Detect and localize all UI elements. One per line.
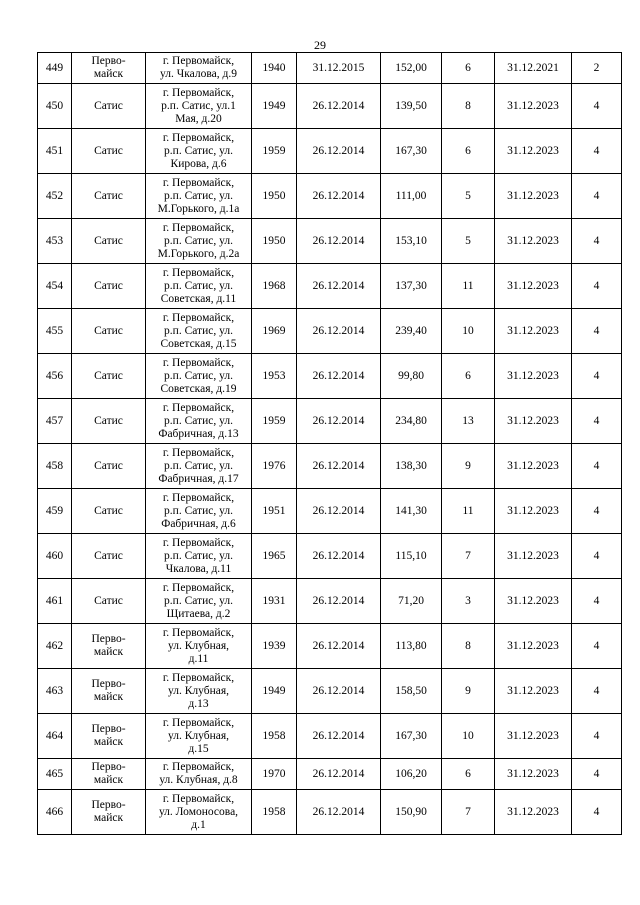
year-built-cell: 1958 [252,714,297,759]
table-row [38,264,622,309]
inclusion-date-cell: 26.12.2014 [297,219,381,264]
table-row [38,53,622,84]
year-built-cell: 1968 [252,264,297,309]
category-cell: 4 [572,354,622,399]
address-cell: г. Первомайск, р.п. Сатис, ул. Фабричная, д.6 [146,489,252,534]
inclusion-date-cell: 26.12.2014 [297,790,381,835]
year-built-cell: 1931 [252,579,297,624]
row-number-cell: 465 [38,759,72,790]
area-cell: 139,50 [381,84,442,129]
inclusion-date-cell: 26.12.2014 [297,174,381,219]
category-cell: 4 [572,444,622,489]
end-date-cell: 31.12.2023 [495,624,572,669]
row-number-cell: 461 [38,579,72,624]
inclusion-date-cell: 26.12.2014 [297,84,381,129]
inclusion-date-cell: 26.12.2014 [297,264,381,309]
end-date-cell: 31.12.2023 [495,354,572,399]
page-number: 29 [314,38,326,52]
area-cell: 71,20 [381,579,442,624]
count-cell: 7 [442,790,495,835]
address-cell: г. Первомайск, р.п. Сатис, ул. Фабричная, д.13 [146,399,252,444]
inclusion-date-cell: 26.12.2014 [297,354,381,399]
table-row [38,759,622,790]
address-cell: г. Первомайск, р.п. Сатис, ул. Кирова, д.6 [146,129,252,174]
locality-cell: Перво- майск [72,790,146,835]
inclusion-date-cell: 26.12.2014 [297,444,381,489]
table-row [38,790,622,835]
year-built-cell: 1950 [252,219,297,264]
address-cell: г. Первомайск, ул. Ломоносова, д.1 [146,790,252,835]
table-row [38,489,622,534]
area-cell: 106,20 [381,759,442,790]
category-cell: 4 [572,84,622,129]
locality-cell: Сатис [72,174,146,219]
end-date-cell: 31.12.2023 [495,129,572,174]
inclusion-date-cell: 26.12.2014 [297,534,381,579]
category-cell: 4 [572,219,622,264]
inclusion-date-cell: 26.12.2014 [297,669,381,714]
address-cell: г. Первомайск, р.п. Сатис, ул. Советская, д.11 [146,264,252,309]
category-cell: 4 [572,624,622,669]
end-date-cell: 31.12.2023 [495,264,572,309]
inclusion-date-cell: 26.12.2014 [297,714,381,759]
address-cell: г. Первомайск, р.п. Сатис, ул. Фабричная, д.17 [146,444,252,489]
table-row [38,309,622,354]
area-cell: 113,80 [381,624,442,669]
end-date-cell: 31.12.2023 [495,309,572,354]
row-number-cell: 464 [38,714,72,759]
table-body [38,53,622,835]
row-number-cell: 458 [38,444,72,489]
category-cell: 4 [572,129,622,174]
area-cell: 115,10 [381,534,442,579]
table-row [38,444,622,489]
count-cell: 10 [442,714,495,759]
end-date-cell: 31.12.2023 [495,579,572,624]
count-cell: 9 [442,669,495,714]
inclusion-date-cell: 26.12.2014 [297,309,381,354]
count-cell: 6 [442,354,495,399]
category-cell: 4 [572,579,622,624]
locality-cell: Перво- майск [72,53,146,84]
count-cell: 7 [442,534,495,579]
locality-cell: Сатис [72,534,146,579]
end-date-cell: 31.12.2023 [495,714,572,759]
area-cell: 153,10 [381,219,442,264]
address-cell: г. Первомайск, ул. Клубная, д.15 [146,714,252,759]
locality-cell: Перво- майск [72,759,146,790]
year-built-cell: 1965 [252,534,297,579]
inclusion-date-cell: 31.12.2015 [297,53,381,84]
count-cell: 6 [442,759,495,790]
row-number-cell: 451 [38,129,72,174]
address-cell: г. Первомайск, р.п. Сатис, ул.1 Мая, д.20 [146,84,252,129]
table-row [38,129,622,174]
category-cell: 4 [572,309,622,354]
end-date-cell: 31.12.2023 [495,219,572,264]
area-cell: 152,00 [381,53,442,84]
year-built-cell: 1939 [252,624,297,669]
category-cell: 4 [572,669,622,714]
row-number-cell: 456 [38,354,72,399]
address-cell: г. Первомайск, ул. Клубная, д.13 [146,669,252,714]
row-number-cell: 457 [38,399,72,444]
locality-cell: Перво- майск [72,714,146,759]
row-number-cell: 452 [38,174,72,219]
locality-cell: Перво- майск [72,669,146,714]
year-built-cell: 1949 [252,669,297,714]
table-row [38,399,622,444]
count-cell: 8 [442,84,495,129]
address-cell: г. Первомайск, р.п. Сатис, ул. М.Горького, д.1а [146,174,252,219]
area-cell: 167,30 [381,129,442,174]
count-cell: 8 [442,624,495,669]
row-number-cell: 459 [38,489,72,534]
locality-cell: Сатис [72,84,146,129]
row-number-cell: 450 [38,84,72,129]
locality-cell: Перво- майск [72,624,146,669]
locality-cell: Сатис [72,579,146,624]
inclusion-date-cell: 26.12.2014 [297,579,381,624]
row-number-cell: 453 [38,219,72,264]
end-date-cell: 31.12.2023 [495,399,572,444]
area-cell: 99,80 [381,354,442,399]
table-row [38,354,622,399]
count-cell: 10 [442,309,495,354]
row-number-cell: 463 [38,669,72,714]
inclusion-date-cell: 26.12.2014 [297,489,381,534]
locality-cell: Сатис [72,399,146,444]
count-cell: 13 [442,399,495,444]
address-cell: г. Первомайск, р.п. Сатис, ул. М.Горького, д.2а [146,219,252,264]
inclusion-date-cell: 26.12.2014 [297,399,381,444]
category-cell: 4 [572,790,622,835]
year-built-cell: 1953 [252,354,297,399]
count-cell: 5 [442,219,495,264]
address-cell: г. Первомайск, р.п. Сатис, ул. Советская, д.15 [146,309,252,354]
end-date-cell: 31.12.2023 [495,790,572,835]
housing-registry-table [37,52,622,835]
count-cell: 5 [442,174,495,219]
row-number-cell: 449 [38,53,72,84]
inclusion-date-cell: 26.12.2014 [297,624,381,669]
category-cell: 4 [572,174,622,219]
address-cell: г. Первомайск, р.п. Сатис, ул. Советская, д.19 [146,354,252,399]
area-cell: 138,30 [381,444,442,489]
year-built-cell: 1950 [252,174,297,219]
table-row [38,174,622,219]
count-cell: 3 [442,579,495,624]
locality-cell: Сатис [72,444,146,489]
table-row [38,219,622,264]
category-cell: 4 [572,759,622,790]
locality-cell: Сатис [72,264,146,309]
end-date-cell: 31.12.2023 [495,444,572,489]
row-number-cell: 454 [38,264,72,309]
table-row [38,579,622,624]
count-cell: 6 [442,53,495,84]
address-cell: г. Первомайск, ул. Клубная, д.8 [146,759,252,790]
area-cell: 111,00 [381,174,442,219]
area-cell: 234,80 [381,399,442,444]
year-built-cell: 1959 [252,129,297,174]
table-row [38,714,622,759]
category-cell: 2 [572,53,622,84]
year-built-cell: 1958 [252,790,297,835]
year-built-cell: 1970 [252,759,297,790]
end-date-cell: 31.12.2023 [495,669,572,714]
locality-cell: Сатис [72,354,146,399]
end-date-cell: 31.12.2023 [495,534,572,579]
address-cell: г. Первомайск, ул. Клубная, д.11 [146,624,252,669]
year-built-cell: 1940 [252,53,297,84]
end-date-cell: 31.12.2023 [495,84,572,129]
year-built-cell: 1969 [252,309,297,354]
table-row [38,669,622,714]
address-cell: г. Первомайск, р.п. Сатис, ул. Щитаева, д.2 [146,579,252,624]
address-cell: г. Первомайск, ул. Чкалова, д.9 [146,53,252,84]
end-date-cell: 31.12.2023 [495,489,572,534]
category-cell: 4 [572,489,622,534]
table-row [38,84,622,129]
end-date-cell: 31.12.2023 [495,174,572,219]
year-built-cell: 1976 [252,444,297,489]
category-cell: 4 [572,264,622,309]
table-row [38,534,622,579]
area-cell: 167,30 [381,714,442,759]
locality-cell: Сатис [72,219,146,264]
area-cell: 150,90 [381,790,442,835]
area-cell: 141,30 [381,489,442,534]
row-number-cell: 460 [38,534,72,579]
category-cell: 4 [572,399,622,444]
end-date-cell: 31.12.2021 [495,53,572,84]
count-cell: 11 [442,264,495,309]
area-cell: 137,30 [381,264,442,309]
count-cell: 11 [442,489,495,534]
locality-cell: Сатис [72,309,146,354]
count-cell: 6 [442,129,495,174]
end-date-cell: 31.12.2023 [495,759,572,790]
category-cell: 4 [572,714,622,759]
address-cell: г. Первомайск, р.п. Сатис, ул. Чкалова, д.11 [146,534,252,579]
locality-cell: Сатис [72,489,146,534]
row-number-cell: 466 [38,790,72,835]
row-number-cell: 462 [38,624,72,669]
area-cell: 158,50 [381,669,442,714]
count-cell: 9 [442,444,495,489]
inclusion-date-cell: 26.12.2014 [297,129,381,174]
category-cell: 4 [572,534,622,579]
table-row [38,624,622,669]
inclusion-date-cell: 26.12.2014 [297,759,381,790]
year-built-cell: 1959 [252,399,297,444]
locality-cell: Сатис [72,129,146,174]
year-built-cell: 1949 [252,84,297,129]
year-built-cell: 1951 [252,489,297,534]
row-number-cell: 455 [38,309,72,354]
area-cell: 239,40 [381,309,442,354]
